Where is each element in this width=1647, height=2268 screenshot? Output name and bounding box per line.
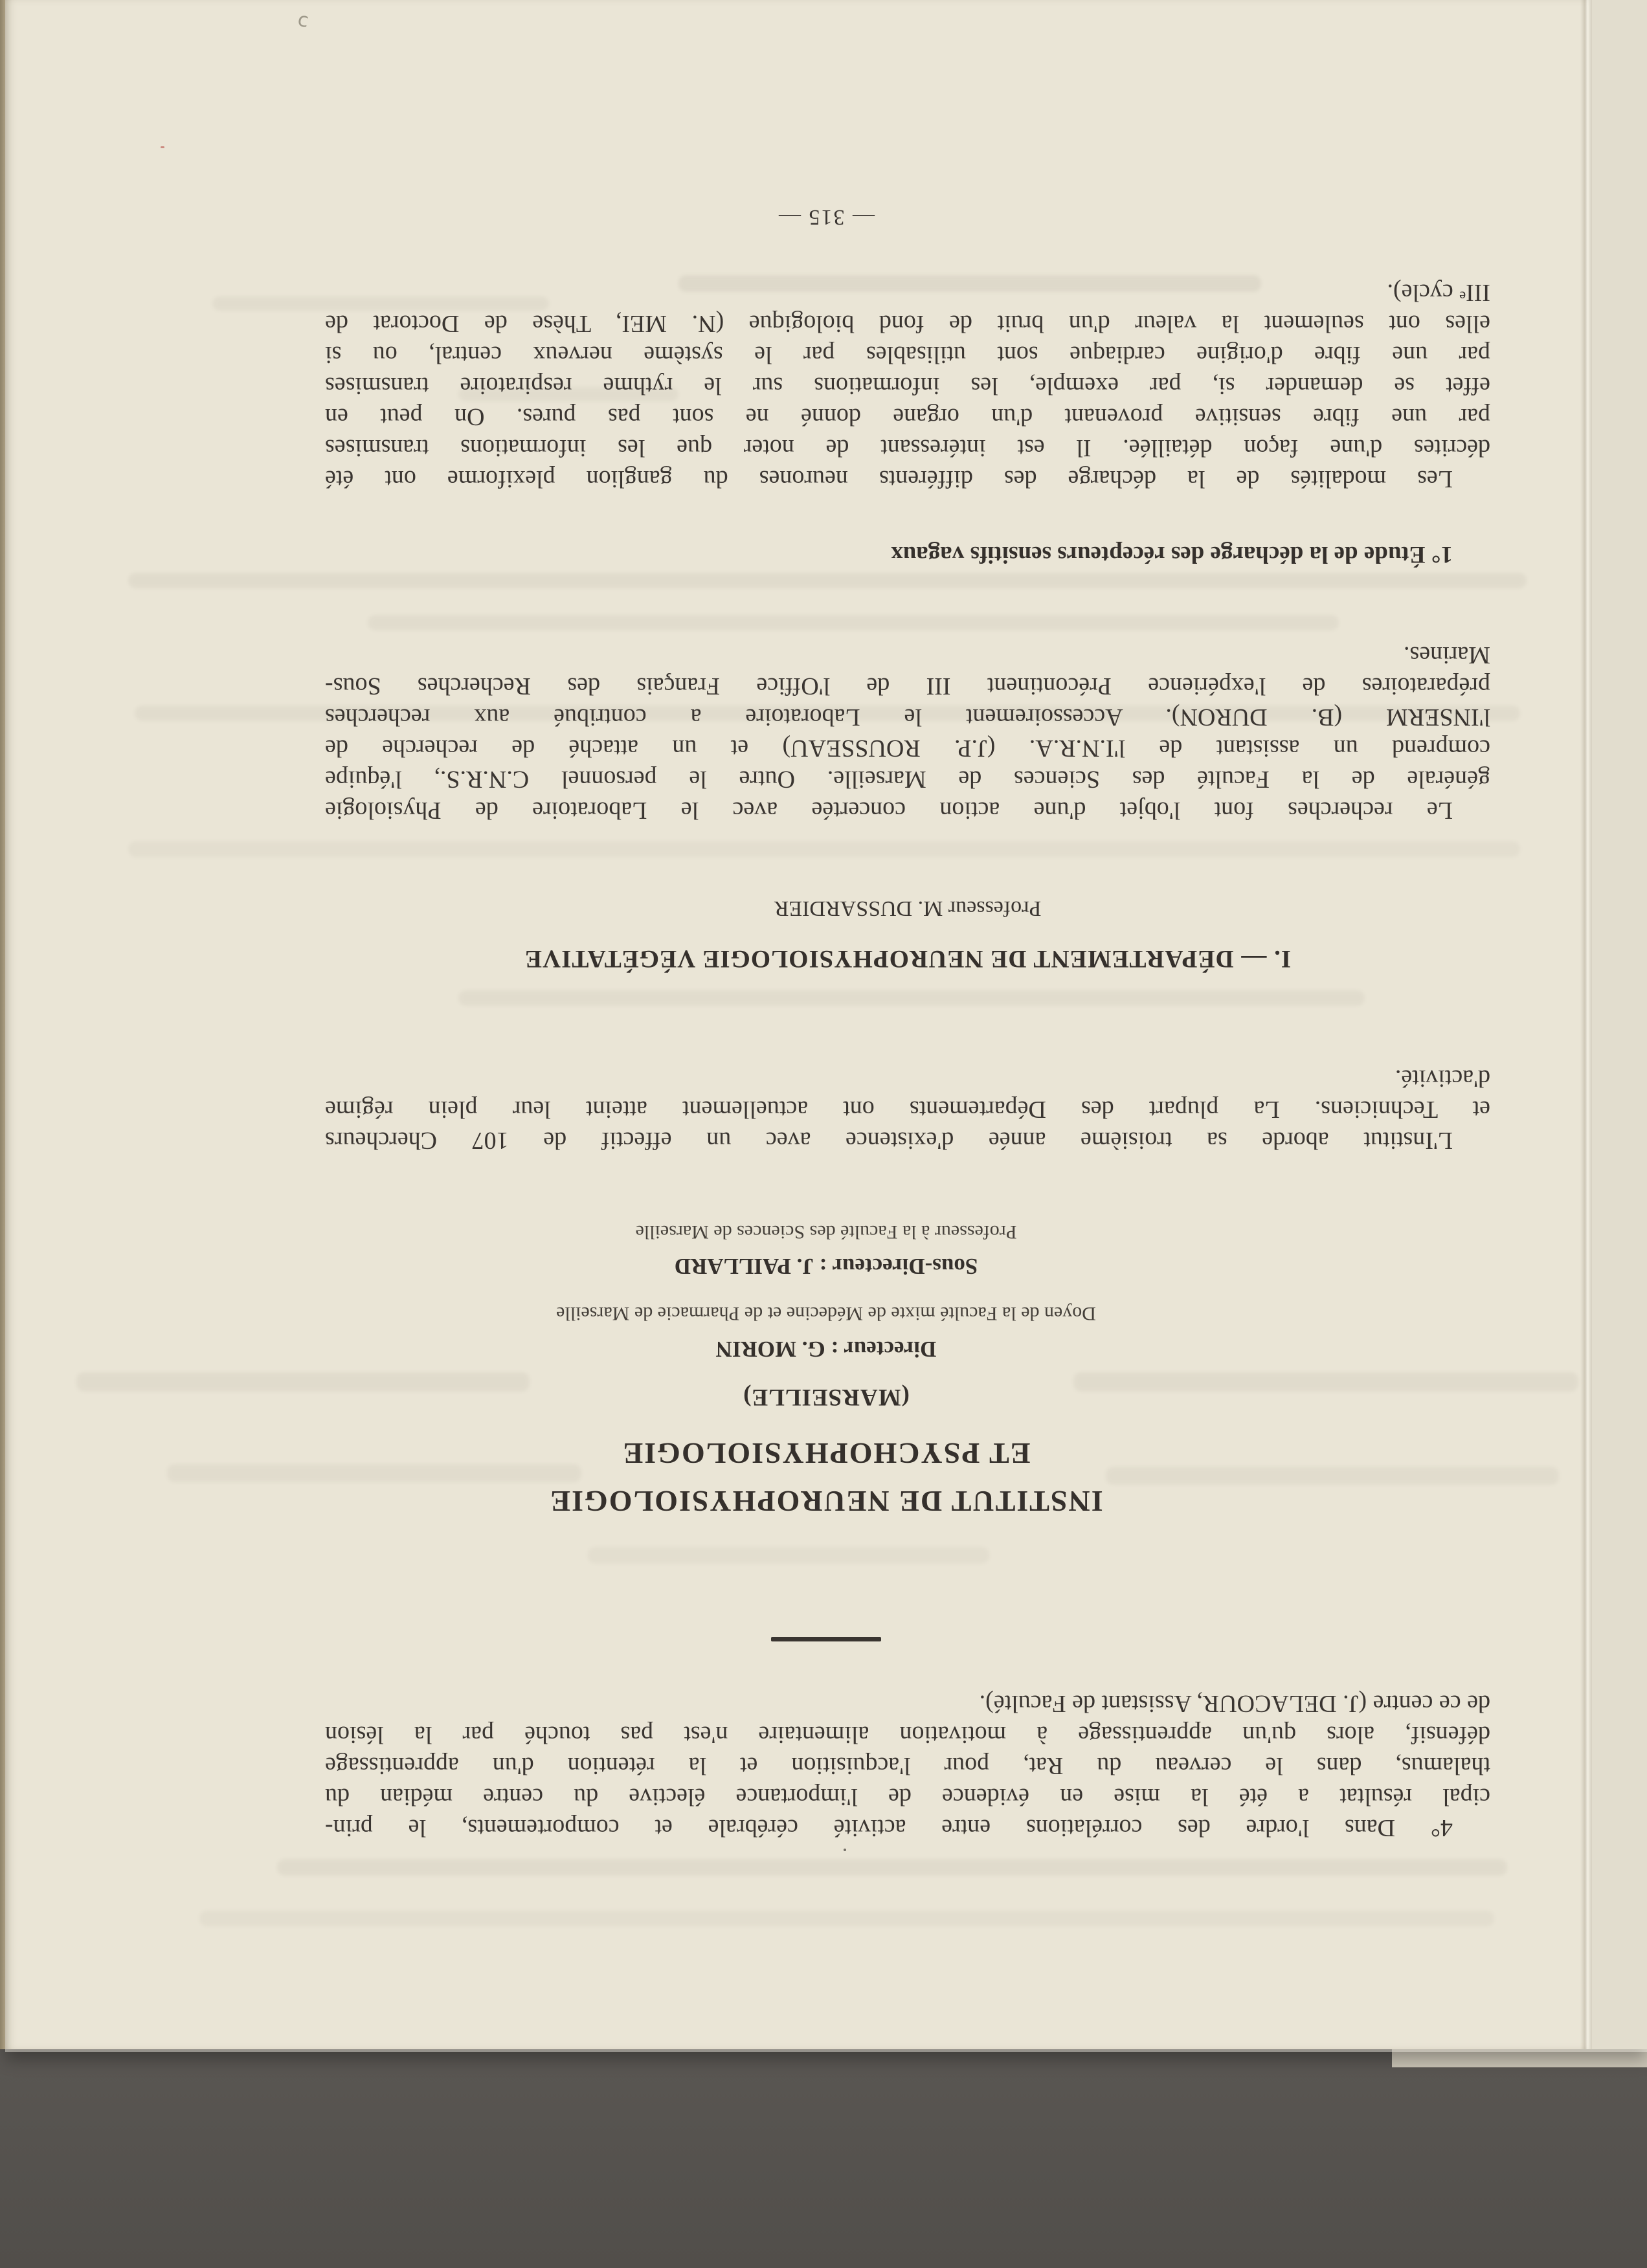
subdirector-line: Sous-Directeur : J. PAILLARD: [674, 1254, 978, 1279]
text-line: elles ont seulement la valeur d'un bruit de fond biologique (N. MEI, Thèse de Doctorat de: [325, 310, 1490, 337]
book-page: [5, 0, 1647, 2049]
red-speck: [161, 146, 164, 148]
text-line: L'Institut aborde sa troisième année d'existence avec un effectif de 107 Chercheurs: [325, 1127, 1453, 1154]
text-line: de ce centre (J. DELACOUR, Assistant de Faculté).: [979, 1690, 1490, 1717]
text-line: préparatoires de l'expérience Précontinent III de l'Office Français des Recherches Sous-: [325, 673, 1490, 700]
text-line: Les modalités de la décharge des différents neurones du ganglion plexiforme ont été: [325, 465, 1453, 493]
dust-dot: [844, 1849, 846, 1851]
page-crease-shadow: [1580, 0, 1592, 2049]
pencil-mark: c: [296, 8, 311, 33]
text-line: l'INSERM (B. DURON). Accessoirement le Laboratoire a contribué aux recherches: [325, 704, 1490, 731]
institute-title-line-1: INSTITUT DE NEUROPHYSIOLOGIE: [549, 1485, 1103, 1518]
text-line: défensif, alors qu'un apprentissage à motivation alimentaire n'est pas touché par la lésion: [325, 1721, 1490, 1748]
director-line: Directeur : G. MORIN: [715, 1337, 937, 1362]
text-line: générale de la Faculté des Sciences de Marseille. Outre le personnel C.N.R.S., l'équipe: [325, 766, 1490, 793]
department-heading: I. — DÉPARTEMENT DE NEUROPHYSIOLOGIE VÉGÉTATIVE: [524, 945, 1292, 973]
subdirector-title-line: Professeur à la Faculté des Sciences de Marseille: [635, 1221, 1017, 1243]
subsection-heading: 1° Étude de la décharge des récepteurs sensitifs vagaux: [891, 541, 1453, 568]
text-line: d'activité.: [1395, 1065, 1490, 1092]
institute-intro-paragraph: [325, 1063, 1490, 1156]
text-line: décrites d'une façon détaillée. Il est intéressant de noter que les informations transmises: [325, 434, 1490, 461]
text-line: IIIᵉ cycle).: [1387, 279, 1490, 306]
text-line: Marines.: [1403, 641, 1490, 669]
book-spine-edge: [0, 0, 5, 2049]
section-divider-rule: [771, 1637, 881, 1641]
closing-paragraph: [325, 1688, 1490, 1843]
text-line: par une fibre sensitive provenant d'un organe donné ne sont pas pures. On peut en: [325, 403, 1490, 430]
text-line: 4° Dans l'ordre des corrélations entre activité cérébrale et comportements, le prin-: [325, 1814, 1453, 1841]
gutter-page-strip: [1589, 0, 1647, 2049]
institute-title-line-2: ET PSYCHOPHYSIOLOGIE: [622, 1437, 1031, 1470]
page-content-rotated: [5, 0, 1647, 2049]
department-professor: Professeur M. DUSSARDIER: [774, 896, 1042, 920]
text-line: comprend un assistant de l'I.N.R.A. (J.P. ROUSSEAU) et un attaché de recherche de: [325, 735, 1490, 762]
text-line: effet se demander si, par exemple, les informations sur le rythme respiratoire transmises: [325, 372, 1490, 399]
text-line: et Techniciens. La plupart des Départements ont actuellement atteint leur plein régime: [325, 1096, 1490, 1123]
text-line: par une fibre d'origine cardiaque sont utilisables par le système nerveux central, ou si: [325, 341, 1490, 368]
under-page-edge: [1392, 2048, 1647, 2067]
page-number: — 315 —: [778, 205, 875, 229]
institute-title-line-3: (MARSEILLE): [743, 1384, 910, 1410]
text-line: thalamus, dans le cerveau du Rat, pour l'acquisition et la rétention d'un apprentissage: [325, 1752, 1490, 1779]
director-title-line: Doyen de la Faculté mixte de Médecine et de Pharmacie de Marseille: [556, 1303, 1096, 1324]
department-paragraph-2: [325, 277, 1490, 495]
text-line: Le recherches font l'objet d'une action concertée avec le Laboratoire de Physiologie: [325, 797, 1453, 824]
department-paragraph-1: [325, 639, 1490, 826]
text-line: cipal résultat a été la mise en évidence de l'importance élective du centre médian du: [325, 1783, 1490, 1810]
